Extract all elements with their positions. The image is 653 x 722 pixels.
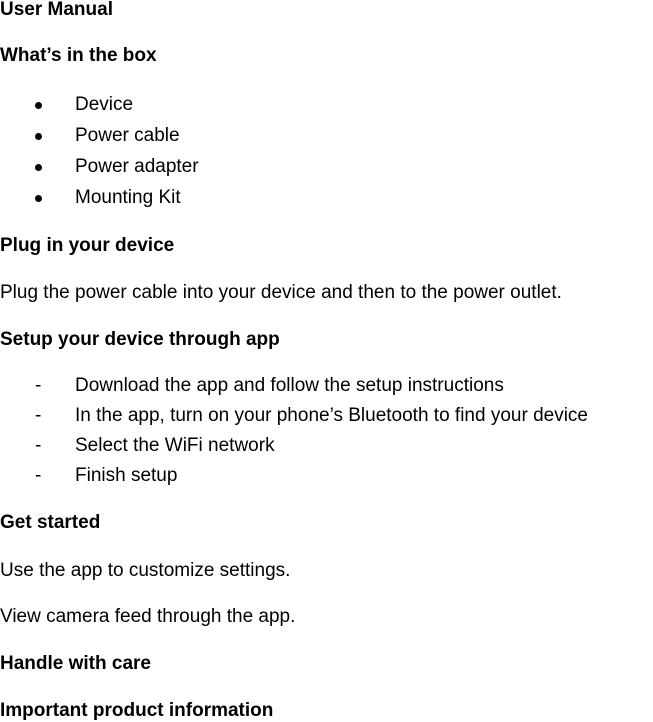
box-heading: What’s in the box bbox=[0, 45, 157, 66]
bullet-icon bbox=[35, 164, 42, 171]
list-item-text: Power cable bbox=[75, 125, 180, 146]
bullet-icon bbox=[35, 133, 42, 140]
setup-heading: Setup your device through app bbox=[0, 329, 280, 350]
started-paragraph: Use the app to customize settings. bbox=[0, 560, 291, 581]
dash-marker: - bbox=[35, 375, 42, 396]
dash-marker: - bbox=[35, 435, 42, 456]
list-item-text: Select the WiFi network bbox=[75, 435, 275, 456]
list-item-text: Finish setup bbox=[75, 465, 178, 486]
started-heading: Get started bbox=[0, 512, 101, 533]
plug-paragraph: Plug the power cable into your device and then to the power outlet. bbox=[0, 282, 562, 303]
document-title: User Manual bbox=[0, 0, 113, 20]
bullet-icon bbox=[35, 102, 42, 109]
list-item-text: Power adapter bbox=[75, 156, 199, 177]
dash-marker: - bbox=[35, 405, 42, 426]
list-item-text: Download the app and follow the setup instructions bbox=[75, 375, 504, 396]
list-item-text: Mounting Kit bbox=[75, 187, 181, 208]
started-paragraph: View camera feed through the app. bbox=[0, 606, 296, 627]
info-heading: Important product information bbox=[0, 700, 274, 721]
plug-heading: Plug in your device bbox=[0, 235, 175, 256]
list-item-text: Device bbox=[75, 94, 134, 115]
care-heading: Handle with care bbox=[0, 653, 151, 674]
dash-marker: - bbox=[35, 465, 42, 486]
list-item-text: In the app, turn on your phone’s Bluetooth to find your device bbox=[75, 405, 588, 426]
bullet-icon bbox=[35, 195, 42, 202]
